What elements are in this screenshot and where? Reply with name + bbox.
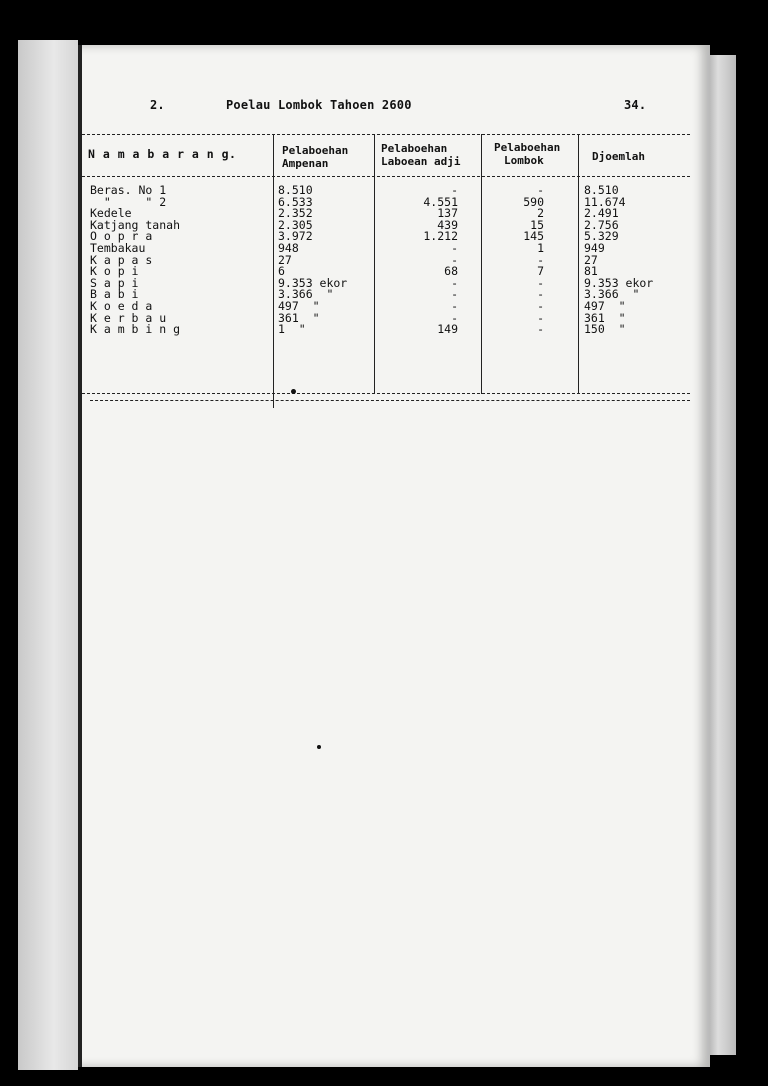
cell-laboean: - — [451, 252, 458, 267]
page-title: Poelau Lombok Tahoen 2600 — [226, 98, 412, 112]
cell-total: 2.756 — [584, 217, 619, 232]
cell-laboean: - — [451, 287, 458, 302]
page-binding-edge — [78, 45, 82, 1067]
cell-name: Tembakau — [90, 241, 146, 255]
cell-lombok: - — [537, 275, 544, 290]
cell-ampenan: 3.366 " — [278, 287, 334, 302]
cell-lombok: - — [537, 299, 544, 313]
cell-ampenan: 2.352 — [278, 206, 313, 221]
column-divider-1 — [273, 134, 274, 408]
table-number: 2. — [150, 98, 165, 112]
column-divider-3 — [481, 134, 482, 394]
left-page-edge — [18, 40, 78, 1070]
cell-total: 497 " — [584, 299, 626, 313]
column-divider-4 — [578, 134, 579, 394]
cell-total: 11.674 — [584, 194, 626, 209]
cell-laboean: 137 — [437, 206, 458, 221]
cell-lombok: - — [537, 287, 544, 302]
cell-name: Beras. No 1 — [90, 183, 167, 197]
cell-total: 8.510 — [584, 183, 619, 197]
cell-laboean: 1.212 — [423, 229, 458, 244]
cell-total: 9.353 ekor — [584, 275, 654, 290]
table-bottom-rule-2 — [90, 400, 690, 401]
cell-laboean: - — [451, 275, 458, 290]
table-bottom-rule — [82, 393, 690, 394]
cell-ampenan: 3.972 — [278, 229, 313, 244]
cell-laboean: - — [451, 310, 458, 325]
cell-ampenan: 497 " — [278, 299, 320, 313]
cell-ampenan: 6 — [278, 264, 285, 279]
ink-speck — [317, 745, 321, 749]
column-header-total: Djoemlah — [592, 150, 645, 163]
cell-lombok: 15 — [530, 217, 544, 232]
cell-lombok: 1 — [537, 241, 544, 255]
column-header-laboean: Pelaboehan Laboean adji — [381, 142, 461, 168]
page-number: 34. — [624, 98, 647, 112]
cell-ampenan: 2.305 — [278, 217, 313, 232]
cell-laboean: 4.551 — [423, 194, 458, 209]
cell-name: S a p i — [90, 275, 139, 290]
cell-total: 2.491 — [584, 206, 619, 221]
table-header-rule — [82, 176, 690, 177]
cell-lombok: 7 — [537, 264, 544, 279]
cell-name: K a m b i n g — [90, 322, 181, 337]
cell-ampenan: 6.533 — [278, 194, 313, 209]
column-header-lombok: Pelaboehan Lombok — [494, 141, 561, 167]
cell-name: K a p a s — [90, 252, 153, 267]
cell-laboean: 149 — [437, 322, 458, 337]
cell-total: 150 " — [584, 322, 626, 337]
cell-lombok: 590 — [523, 194, 544, 209]
table-top-rule — [82, 134, 690, 135]
cell-name: " " 2 — [90, 194, 167, 209]
cell-laboean: 439 — [437, 217, 458, 232]
cell-total: 81 — [584, 264, 598, 279]
cell-laboean: - — [451, 299, 458, 313]
cell-laboean: 68 — [444, 264, 458, 279]
cell-ampenan: 948 — [278, 241, 299, 255]
column-header-name: N a m a b a r a n g. — [88, 147, 237, 161]
cell-total: 949 — [584, 241, 605, 255]
cell-lombok: 145 — [523, 229, 544, 244]
cell-ampenan: 9.353 ekor — [278, 275, 348, 290]
cell-ampenan: 1 " — [278, 322, 306, 337]
column-header-ampenan: Pelaboehan Ampenan — [282, 144, 349, 170]
cell-laboean: - — [451, 183, 458, 197]
cell-total: 27 — [584, 252, 598, 267]
cell-total: 361 " — [584, 310, 626, 325]
cell-name: Katjang tanah — [90, 217, 181, 232]
ink-mark — [291, 389, 296, 394]
cell-name: K e r b a u — [90, 310, 167, 325]
right-page-edge — [706, 55, 736, 1055]
cell-lombok: - — [537, 310, 544, 325]
cell-ampenan: 27 — [278, 252, 292, 267]
cell-lombok: - — [537, 322, 544, 337]
cell-ampenan: 8.510 — [278, 183, 313, 197]
cell-lombok: - — [537, 252, 544, 267]
cell-total: 5.329 — [584, 229, 619, 244]
cell-total: 3.366 " — [584, 287, 640, 302]
cell-name: K o p i — [90, 264, 139, 279]
cell-name: B a b i — [90, 287, 139, 302]
cell-name: O o p r a — [90, 229, 153, 244]
cell-ampenan: 361 " — [278, 310, 320, 325]
cell-name: K o e d a — [90, 299, 153, 313]
column-divider-2 — [374, 134, 375, 394]
cell-laboean: - — [451, 241, 458, 255]
cell-lombok: 2 — [537, 206, 544, 221]
cell-name: Kedele — [90, 206, 132, 221]
cell-lombok: - — [537, 183, 544, 197]
